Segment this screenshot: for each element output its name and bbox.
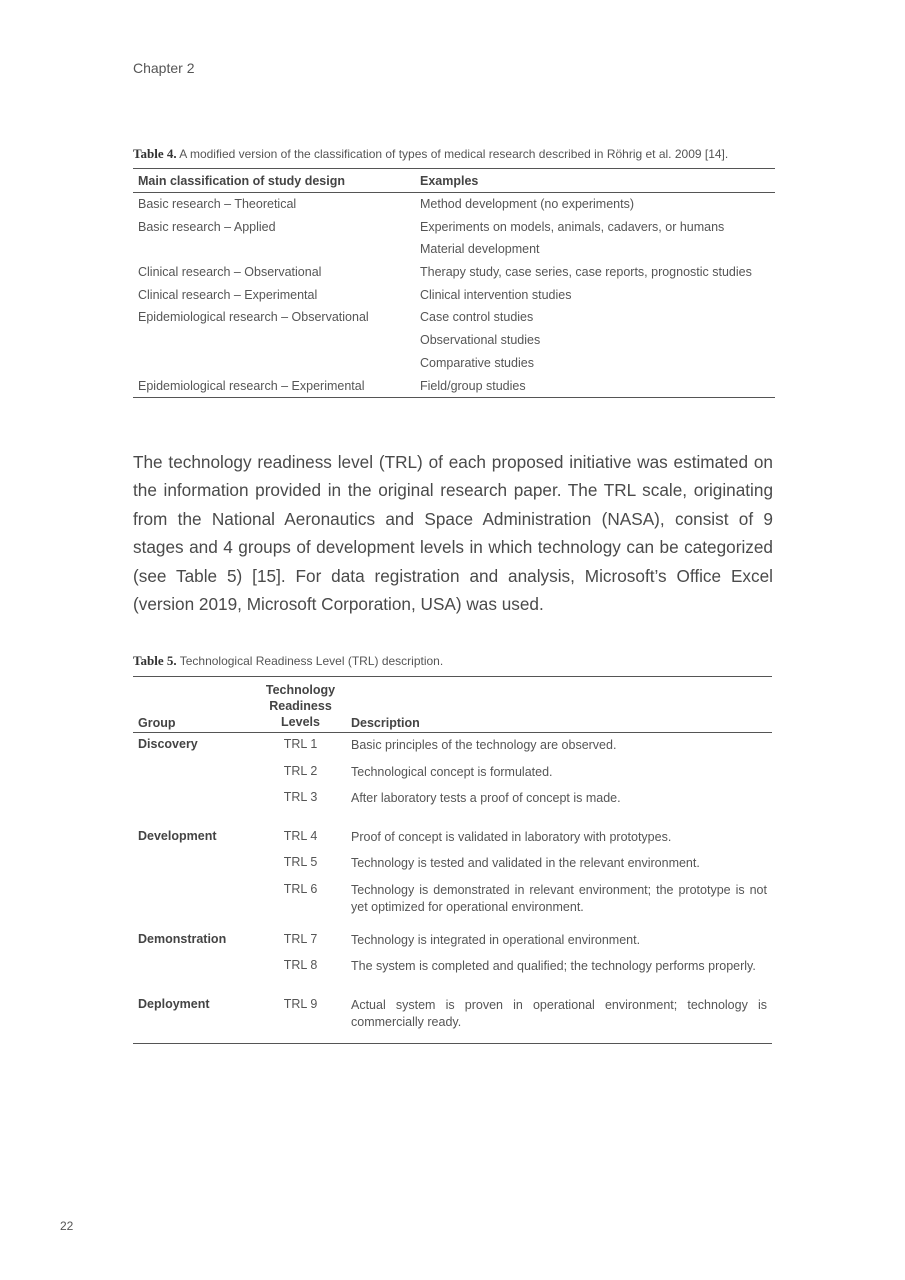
running-header: Chapter 2 [133,60,195,76]
table4-body [133,193,775,397]
table5-description-cell: Technology is tested and validated in the relevant environment. [351,856,700,870]
table4-example: Clinical intervention studies [420,287,572,302]
table4-caption-text: A modified version of the classification of types of medical research described in Röhrig et al. 2009 [14]. [179,147,729,161]
table-row [133,193,775,216]
table5-body [133,733,772,1043]
table4-example: Experiments on models, animals, cadavers, or humans [420,219,725,234]
table4-example: Case control studies [420,310,534,325]
table5-levels-header-line: Technology [265,683,336,697]
table4-examples-cell [420,216,775,261]
table-row [133,851,772,878]
table5-level-cell: TRL 8 [283,958,318,972]
table-row [133,786,772,813]
table5-header-row [133,677,772,733]
table5-description-cell: Actual system is proven in operational environment; technology is commercially ready. [351,997,767,1029]
table5-caption-label: Table 5. [133,653,177,668]
table5-levels-header [253,682,348,730]
table5-group-cell: Discovery [138,737,198,751]
table-row [133,733,772,760]
table5-group-header: Group [138,716,176,730]
table5-description-cell: The system is completed and qualified; the technology performs properly. [351,959,756,973]
table5-level-cell: TRL 2 [283,763,318,778]
table4-caption-label: Table 4. [133,146,177,161]
table4-caption [133,146,728,162]
body-paragraph: The technology readiness level (TRL) of each proposed initiative was estimated on the information provided in the original research paper. The TRL scale, originating from the National Aeronautics and Space Administration (NASA), consist of 9 stages and 4 groups of development levels in which technology can be categorized (see Table 5) [15]. For data registration and analysis, Microsoft’s Office Excel (version 2019, Microsoft Corporation, USA) was used. [133,452,773,615]
table5-group [133,993,772,1043]
table4-example: Field/group studies [420,378,526,393]
table-row [133,954,772,981]
table4-design-cell: Clinical research – Experimental [138,287,318,302]
table-row [133,216,775,261]
table5-description-cell: After laboratory tests a proof of concept is made. [351,791,621,805]
table5-level-cell: TRL 6 [283,881,318,896]
table4-examples-cell [420,193,775,216]
table5-description-header: Description [351,716,420,730]
table4-design-cell: Basic research – Theoretical [138,197,297,211]
table4-col2-header: Examples [420,173,479,188]
table4-design-cell: Epidemiological research – Observational [138,310,369,325]
table5-level-cell: TRL 1 [283,737,318,751]
page-number: 22 [60,1219,74,1233]
table5-description-cell: Basic principles of the technology are observed. [351,738,617,752]
table5-group-cell: Demonstration [138,931,227,946]
table5-level-cell: TRL 3 [283,790,318,804]
table-row [133,306,775,374]
table4-example: Material development [420,242,540,257]
table4-examples-cell [420,306,775,374]
table-row [133,284,775,307]
table5-levels-header-line: Levels [281,715,320,729]
table4-header-row [133,169,775,193]
table5-description-cell: Technological concept is formulated. [351,764,553,779]
table5-description-cell: Technology is demonstrated in relevant environment; the prototype is not yet optimized for operational environment. [351,882,767,914]
table5-group [133,825,772,928]
table-row [133,375,775,398]
table5-caption [133,653,443,669]
table4-example: Method development (no experiments) [420,197,635,211]
table5-description-cell: Technology is integrated in operational environment. [351,932,641,947]
table-row [133,261,775,284]
table5-level-cell: TRL 5 [283,855,318,869]
table5-level-cell: TRL 9 [283,996,318,1011]
table4 [133,168,775,398]
table5-group [133,928,772,993]
table4-examples-cell [420,284,775,307]
table5-level-cell: TRL 4 [283,828,318,843]
table4-example: Therapy study, case series, case reports, prognostic studies [420,265,752,280]
table5 [133,676,772,1044]
table5-levels-header-line: Readiness [269,699,332,713]
table5-description-cell: Proof of concept is validated in laboratory with prototypes. [351,829,672,844]
table5-group-cell: Development [138,828,217,843]
table-row [133,928,772,955]
table5-group [133,733,772,825]
table-row [133,825,772,852]
table5-level-cell: TRL 7 [283,931,318,946]
table4-example: Observational studies [420,333,541,348]
table5-group-cell: Deployment [138,996,210,1011]
table5-caption-text: Technological Readiness Level (TRL) description. [179,654,444,668]
table4-design-cell: Clinical research – Observational [138,265,322,280]
table4-examples-cell [420,261,775,284]
table4-example: Comparative studies [420,355,534,370]
table4-col1-header: Main classification of study design [138,173,345,188]
table-row [133,993,772,1031]
table4-design-cell: Epidemiological research – Experimental [138,378,365,393]
table-row [133,878,772,916]
table4-examples-cell [420,375,775,398]
table4-design-cell: Basic research – Applied [138,219,276,234]
table-row [133,760,772,787]
